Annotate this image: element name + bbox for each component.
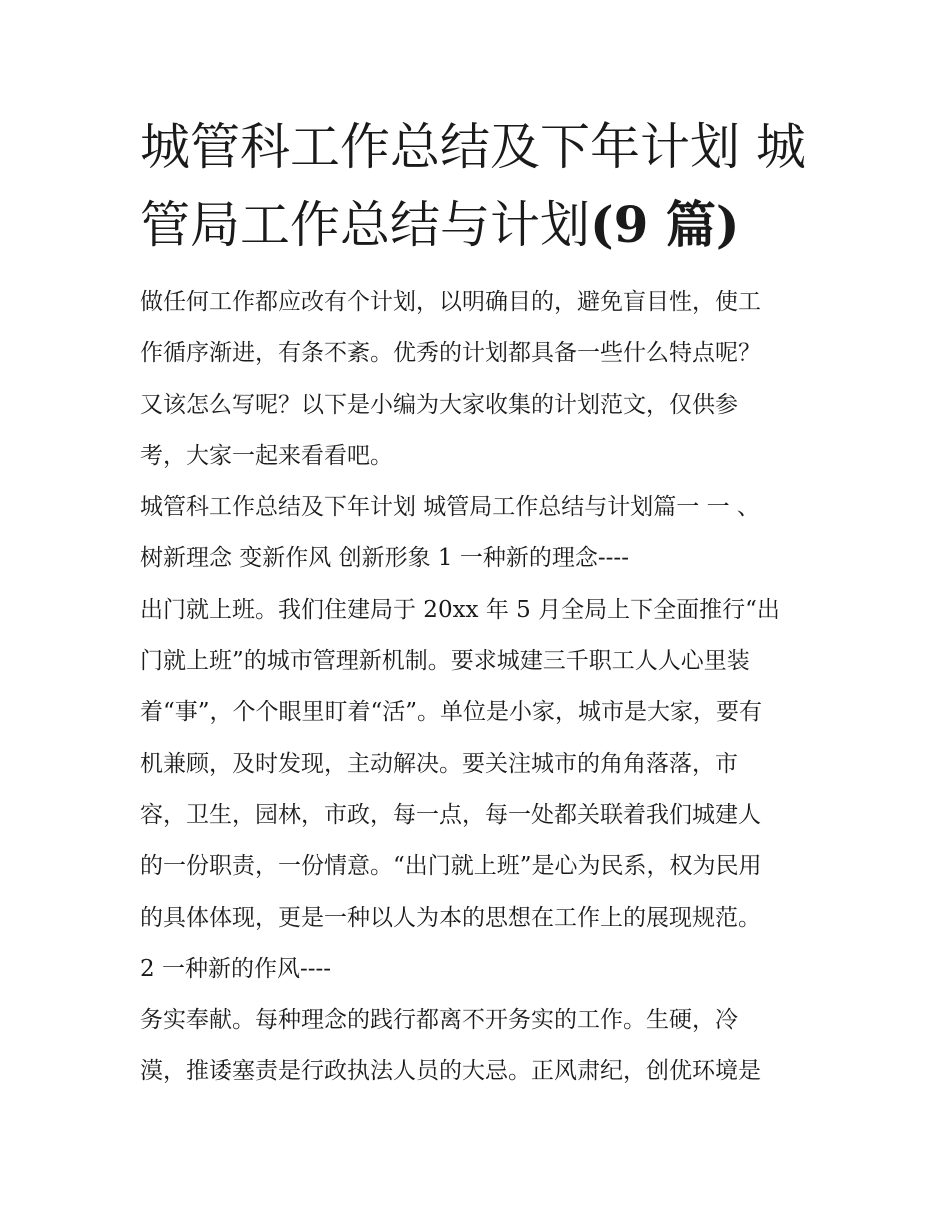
title-count: (9 篇) [590, 195, 740, 254]
body-line: 的一份职责，一份情意。“出门就上班”是心为民系，权为民用 [140, 853, 762, 880]
body-line: 务实奉献。每种理念的践行都离不开务实的工作。生硬，冷 [140, 1007, 738, 1034]
document-body [140, 277, 820, 1098]
body-line: 做任何工作都应改有个计划，以明确目的，避免盲目性，使工 [140, 289, 761, 315]
body-line: 漠，推诿塞责是行政执法人员的大忌。正风肃纪，创优环境是 [140, 1058, 761, 1085]
title-line-2 [140, 186, 840, 264]
body-line: 又该怎么写呢？以下是小编为大家收集的计划范文，仅供参 [140, 391, 738, 418]
body-line: 门就上班”的城市管理新机制。要求城建三千职工人人心里装 [140, 648, 750, 675]
body-line: 树新理念 变新作风 创新形象 1 一种新的理念---- [140, 545, 629, 572]
body-line: 考，大家一起来看看吧。 [140, 442, 393, 469]
document-title [140, 108, 840, 264]
title-line-2-text: 管局工作总结与计划 [140, 196, 590, 254]
body-line: 2 一种新的作风---- [140, 955, 332, 982]
body-line: 着“事”，个个眼里盯着“活”。单位是小家，城市是大家，要有 [140, 699, 763, 726]
body-line: 作循序渐进，有条不紊。优秀的计划都具备一些什么特点呢？ [140, 340, 761, 367]
body-line: 容，卫生，园林，市政，每一点，每一处都关联着我们城建人 [140, 801, 761, 828]
body-line: 城管科工作总结及下年计划 城管局工作总结与计划篇一 一 、 [140, 494, 760, 521]
body-line: 出门就上班。我们住建局于 20xx 年 5 月全局上下全面推行“出 [140, 596, 780, 623]
title-line-1: 城管科工作总结及下年计划 城 [140, 118, 806, 176]
body-line: 的具体体现，更是一种以人为本的思想在工作上的展现规范。 [140, 904, 761, 931]
body-line: 机兼顾，及时发现，主动解决。要关注城市的角角落落，市 [140, 750, 738, 777]
